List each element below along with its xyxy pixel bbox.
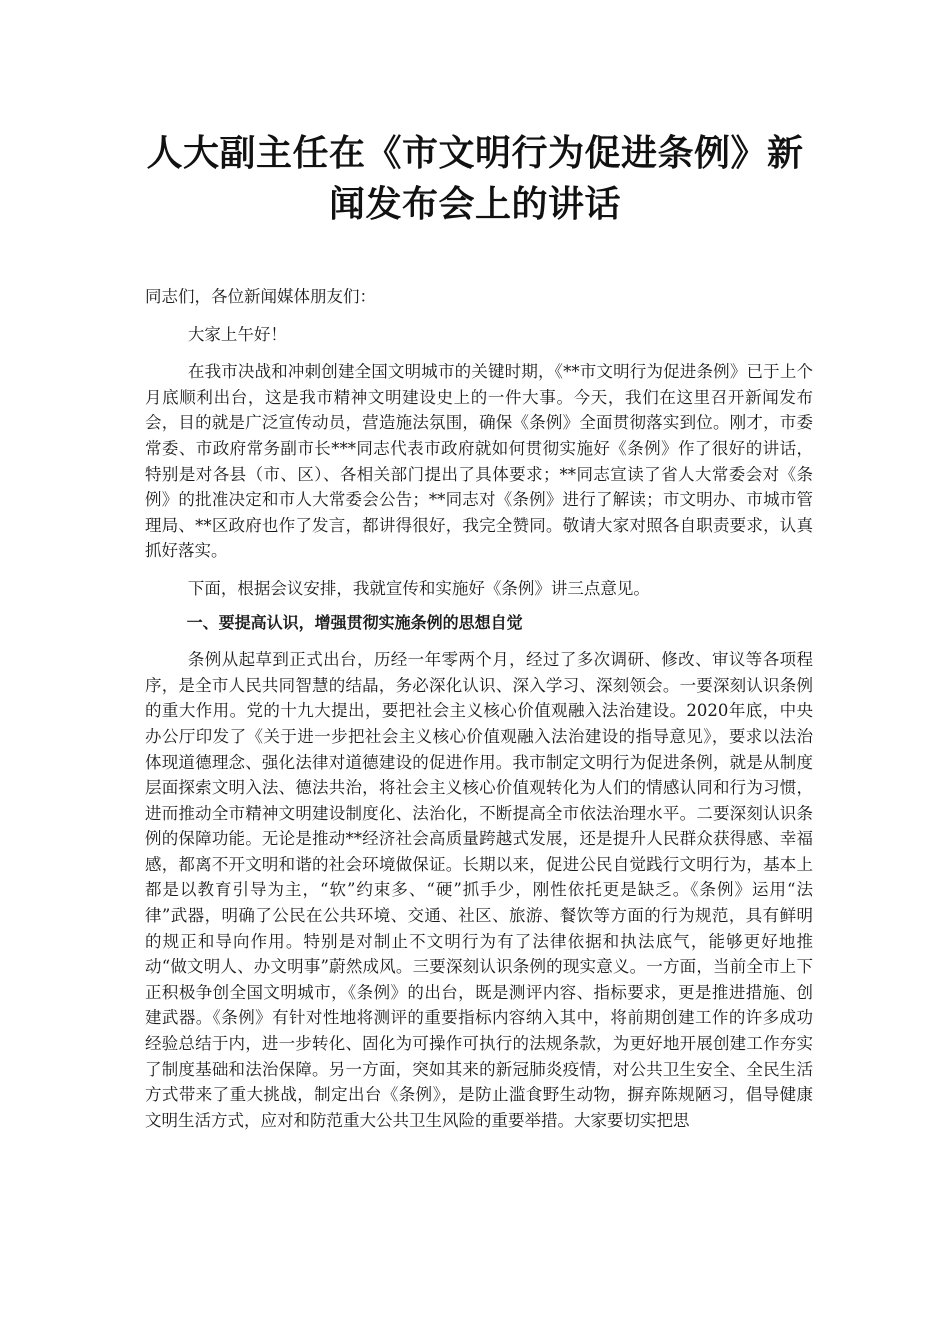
- salutation: 同志们，各位新闻媒体朋友们：: [145, 287, 376, 306]
- greeting: 大家上午好！: [187, 324, 287, 344]
- paragraph-3: 条例从起草到正式出台，历经一年零两个月，经过了多次调研、修改、审议等各项程序，是全市人民共同智慧的结晶，务必深化认识、深入学习、深刻领会。一要深刻认识条例的重大作用。党的十九大提出，要把社会主义核心价值观融入法治建设。2020年底，中央办公厅印发了《关于进一步把社会主义核心价值观融入法治建设的指导意见》，要求以法治体现道德理念、强化法律对道德建设的促进作用。我市制定文明行为促进条例，就是从制度层面探索文明入法、德法共治，将社会主义核心价值观转化为人们的情感认同和行为习惯，进而推动全市精神文明建设制度化、法治化，不断提高全市依法治理水平。二要深刻认识条例的保障功能。无论是推动**经济社会高质量跨越式发展，还是提升人民群众获得感、幸福感，都离不开文明和谐的社会环境做保证。长期以来，促进公民自觉践行文明行为，基本上都是以教育引导为主，“软”约束多、“硬”抓手少，刚性依托更是缺乏。《条例》运用“法律”武器，明确了公民在公共环境、交通、社区、旅游、餐饮等方面的行为规范，具有鲜明的规正和导向作用。特别是对制止不文明行为有了法律依据和执法底气，能够更好地推动“做文明人、办文明事”蔚然成风。三要深刻认识条例的现实意义。一方面，当前全市上下正积极争创全国文明城市，《条例》的出台，既是测评内容、指标要求，更是推进措施、创建武器。《条例》有针对性地将测评的重要指标内容纳入其中，将前期创建工作的许多成功经验总结于内，进一步转化、固化为可操作可执行的法规条款，为更好地开展创建工作夯实了制度基础和法治保障。另一方面，突如其来的新冠肺炎疫情，对公共卫生安全、全民生活方式带来了重大挑战，制定出台《条例》，是防止滥食野生动物，摒弃陈规陋习，倡导健康文明生活方式，应对和防范重大公共卫生风险的重要举措。大家要切实把思: [145, 650, 813, 1130]
- document-title: [120, 128, 830, 230]
- document-body: [145, 284, 813, 1133]
- document-title-line-1: 人大副主任在《市文明行为促进条例》新: [146, 133, 804, 174]
- document-title-line-2: 闻发布会上的讲话: [328, 184, 621, 225]
- section-heading-1: 一、要提高认识，增强贯彻实施条例的思想自觉: [186, 612, 523, 632]
- paragraph-1: 在我市决战和冲刺创建全国文明城市的关键时期，《**市文明行为促进条例》已于上个月底顺利出台，这是我市精神文明建设史上的一件大事。今天，我们在这里召开新闻发布会，目的就是广泛宣传动员，营造施法氛围，确保《条例》全面贯彻落实到位。刚才，市委常委、市政府常务副市长***同志代表市政府就如何贯彻实施好《条例》作了很好的讲话，特别是对各县（市、区）、各相关部门提出了具体要求；**同志宣读了省人大常委会对《条例》的批准决定和市人大常委会公告；**同志对《条例》进行了解读；市文明办、市城市管理局、**区政府也作了发言，都讲得很好，我完全赞同。敬请大家对照各自职责要求，认真抓好落实。: [145, 362, 813, 561]
- paragraph-2: 下面，根据会议安排，我就宣传和实施好《条例》讲三点意见。: [187, 578, 650, 598]
